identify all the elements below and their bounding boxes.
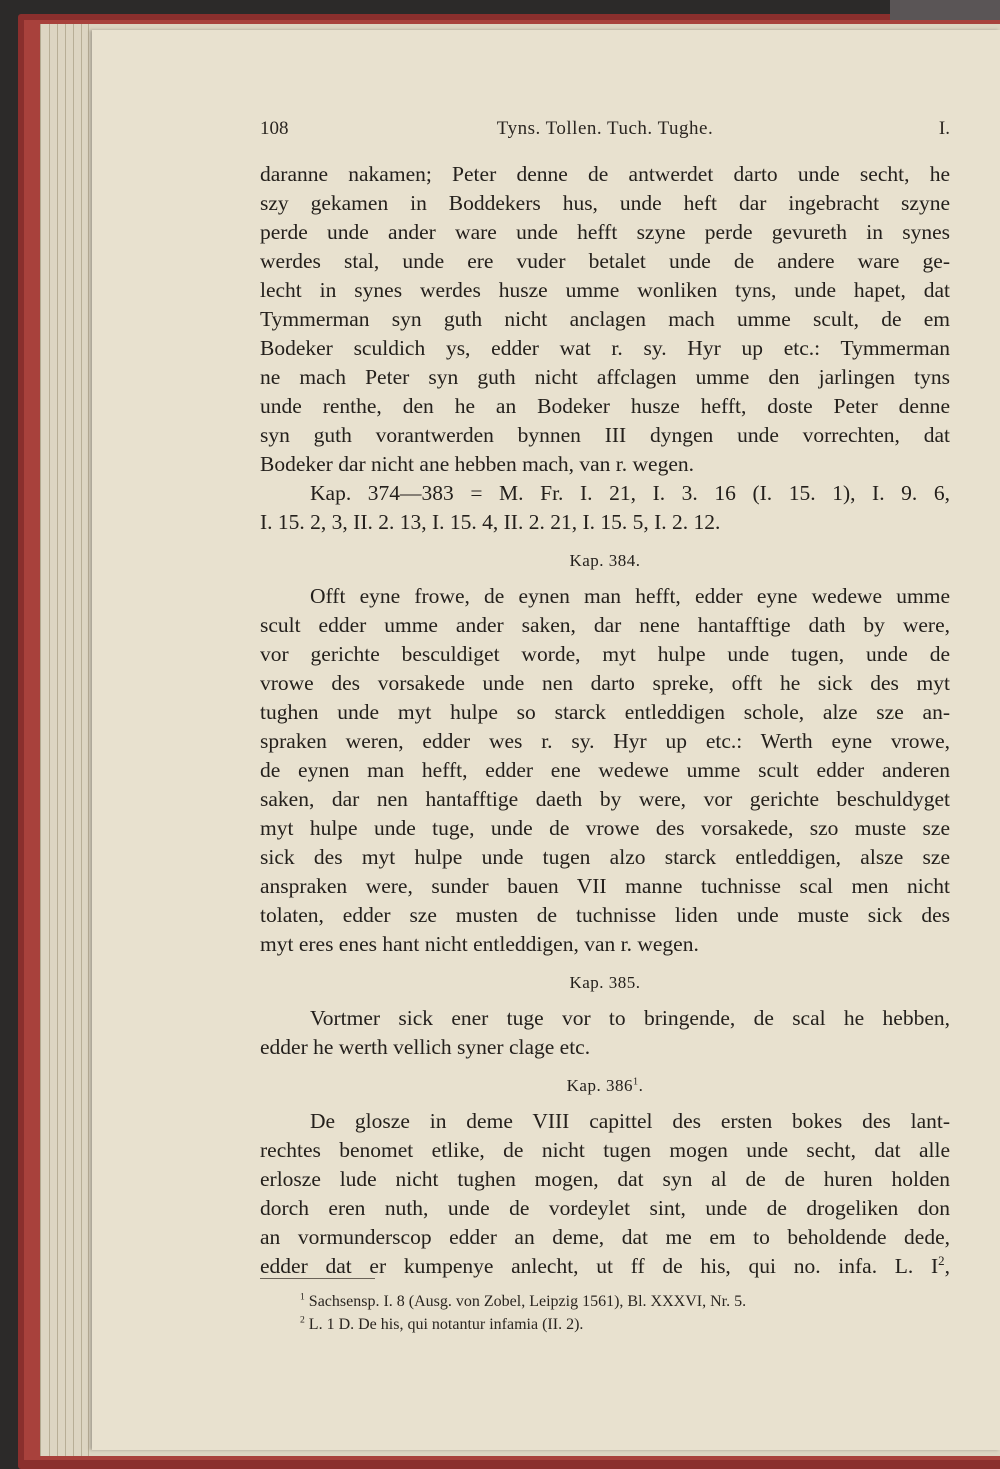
text-line: szy gekamen in Boddekers hus, unde heft dar ingebracht szyne xyxy=(260,191,950,215)
chapter-heading-386 xyxy=(260,1071,950,1100)
footnote-ref-2[interactable]: 2 xyxy=(938,1253,945,1268)
footnote-mark: 2 xyxy=(300,1314,305,1326)
running-title: Tyns. Tollen. Tuch. Tughe. xyxy=(496,118,714,139)
text-line: vrowe des vorsakede unde nen darto spreke, offt he sick des myt xyxy=(260,671,950,695)
text-line: werdes stal, unde ere vuder betalet unde de andere ware ge- xyxy=(260,249,950,273)
text-line: tughen unde myt hulpe so starck entleddigen schole, alze sze an- xyxy=(260,700,950,724)
text-line: sick des myt hulpe unde tugen alzo starck entleddigen, alsze sze xyxy=(260,845,950,869)
text-line: lecht in synes werdes husze umme wonliken tyns, unde hapet, dat xyxy=(260,278,950,302)
text-line: perde unde ander ware unde hefft szyne perde gevureth in synes xyxy=(260,220,950,244)
text-line: De glosze in deme VIII capittel des ersten bokes des lant- xyxy=(310,1109,950,1133)
main-text xyxy=(260,160,950,1281)
paragraph-3 xyxy=(260,582,950,959)
text-line: Offt eyne frowe, de eynen man hefft, edder eyne wedewe umme xyxy=(310,584,950,608)
text-line: myt eres enes hant nicht entleddigen, van r. wegen. xyxy=(260,932,699,956)
text-line: Vortmer sick ener tuge vor to bringende, de scal he hebben, xyxy=(310,1006,950,1030)
footnotes xyxy=(300,1290,950,1336)
text-line: daranne nakamen; Peter denne de antwerdet darto unde secht, he xyxy=(260,162,950,186)
chapter-heading-385: Kap. 385. xyxy=(569,973,641,992)
text-line: Bodeker dar nicht ane hebben mach, van r. wegen. xyxy=(260,452,695,476)
running-header xyxy=(260,118,950,142)
text-line: I. 15. 2, 3, II. 2. 13, I. 15. 4, II. 2. 21, I. 15. 5, I. 2. 12. xyxy=(260,510,721,534)
footnote-ref-1[interactable]: 1 xyxy=(632,1076,639,1088)
text-line: de eynen man hefft, edder ene wedewe umme scult edder anderen xyxy=(260,758,950,782)
footnote-text: L. 1 D. De his, qui notantur infamia (II. 2). xyxy=(308,1316,584,1333)
chapter-heading-period: . xyxy=(638,1076,644,1095)
text-line: spraken weren, edder wes r. sy. Hyr up etc.: Werth eyne vrowe, xyxy=(260,729,950,753)
footnote-rule xyxy=(260,1278,375,1279)
chapter-heading-384: Kap. 384. xyxy=(569,551,641,570)
text-line: ne mach Peter syn guth nicht affclagen umme den jarlingen tyns xyxy=(260,365,950,389)
paragraph-2 xyxy=(260,479,950,537)
paragraph-1 xyxy=(260,160,950,479)
text-line-content: edder dat er kumpenye anlecht, ut ff de his, qui no. infa. L. I xyxy=(260,1254,939,1278)
text-line: Bodeker sculdich ys, edder wat r. sy. Hyr up etc.: Tymmerman xyxy=(260,336,950,360)
text-line: anspraken were, sunder bauen VII manne tuchnisse scal men nicht xyxy=(260,874,950,898)
paragraph-4 xyxy=(260,1004,950,1062)
footnote-1 xyxy=(300,1290,950,1313)
text-line-comma: , xyxy=(944,1254,950,1278)
text-line: edder he werth vellich syner clage etc. xyxy=(260,1035,591,1059)
text-line: rechtes benomet etlike, de nicht tugen mogen unde secht, dat alle xyxy=(260,1138,950,1162)
footnote-text: Sachsensp. I. 8 (Ausg. von Zobel, Leipzig 1561), Bl. XXXVI, Nr. 5. xyxy=(308,1293,747,1310)
footnote-mark: 1 xyxy=(300,1291,305,1303)
text-line: dorch eren nuth, unde de vordeylet sint, unde de drogeliken don xyxy=(260,1196,950,1220)
text-line xyxy=(260,1252,950,1281)
text-line: syn guth vorantwerden bynnen III dyngen unde vorrechten, dat xyxy=(260,423,950,447)
text-line: unde renthe, den he an Bodeker husze hefft, doste Peter denne xyxy=(260,394,950,418)
text-line: myt hulpe unde tuge, unde de vrowe des vorsakede, szo muste sze xyxy=(260,816,950,840)
page-number: 108 xyxy=(260,118,289,139)
text-line: an vormunderscop edder an deme, dat me em to beholdende dede, xyxy=(260,1225,950,1249)
text-line: vor gerichte besculdiget worde, myt hulpe unde tugen, unde de xyxy=(260,642,950,666)
paragraph-5 xyxy=(260,1107,950,1281)
chapter-heading-text: Kap. 386 xyxy=(566,1076,633,1095)
footnote-2 xyxy=(300,1313,950,1336)
text-line: tolaten, edder sze musten de tuchnisse liden unde muste sick des xyxy=(260,903,950,927)
text-line: scult edder umme ander saken, dar nene hantafftige dath by were, xyxy=(260,613,950,637)
text-line: Tymmerman syn guth nicht anclagen mach umme scult, de em xyxy=(260,307,950,331)
volume-number: I. xyxy=(938,118,950,139)
text-line: erlosze lude nicht tughen mogen, dat syn al de de huren holden xyxy=(260,1167,950,1191)
text-line: Kap. 374—383 = M. Fr. I. 21, I. 3. 16 (I. 15. 1), I. 9. 6, xyxy=(310,481,950,505)
background-corner xyxy=(890,0,1000,20)
text-line: saken, dar nen hantafftige daeth by were, vor gerichte beschuldyget xyxy=(260,787,950,811)
